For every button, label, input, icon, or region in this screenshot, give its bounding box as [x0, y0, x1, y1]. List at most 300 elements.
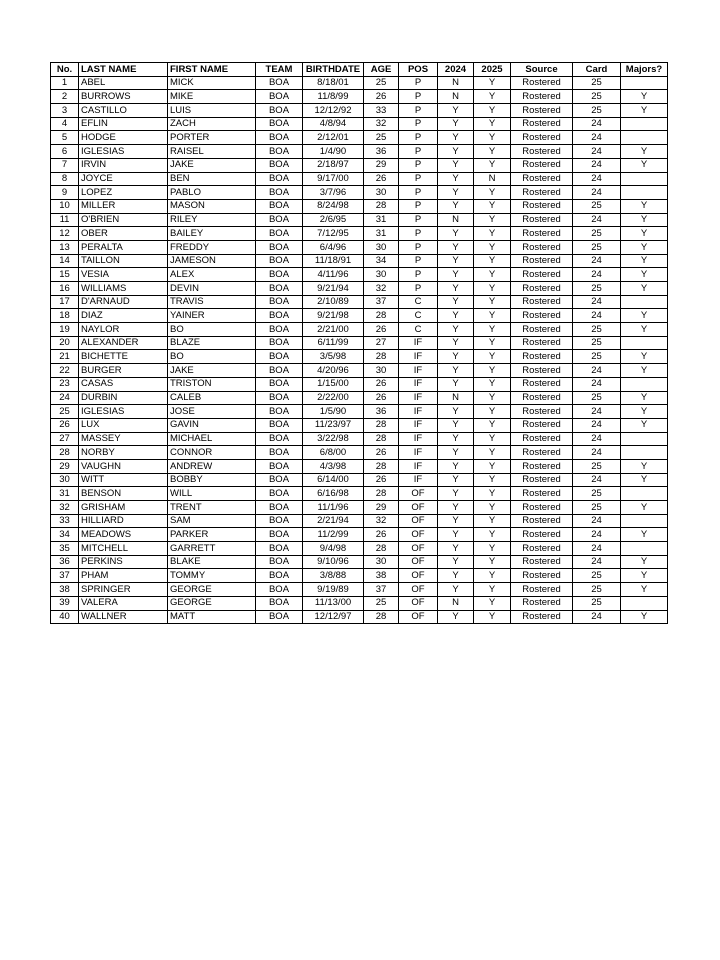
table-row [51, 432, 668, 446]
cell-no: 12 [51, 227, 79, 241]
cell-2025: Y [474, 569, 511, 583]
cell-last-name: MILLER [79, 199, 168, 213]
cell-card: 24 [573, 268, 621, 282]
cell-last-name: WITT [79, 473, 168, 487]
cell-pos: OF [399, 569, 438, 583]
table-row [51, 391, 668, 405]
cell-majors [621, 432, 668, 446]
cell-source: Rostered [511, 213, 573, 227]
cell-pos: P [399, 90, 438, 104]
cell-2024: Y [438, 254, 474, 268]
cell-2024: Y [438, 295, 474, 309]
cell-first-name: GARRETT [168, 542, 256, 556]
cell-majors [621, 117, 668, 131]
cell-majors: Y [621, 90, 668, 104]
cell-team: BOA [256, 391, 303, 405]
cell-2024: Y [438, 131, 474, 145]
cell-2024: Y [438, 514, 474, 528]
cell-source: Rostered [511, 446, 573, 460]
cell-majors: Y [621, 459, 668, 473]
cell-last-name: BURGER [79, 364, 168, 378]
cell-no: 11 [51, 213, 79, 227]
cell-pos: OF [399, 528, 438, 542]
cell-pos: IF [399, 405, 438, 419]
table-row [51, 186, 668, 200]
cell-no: 23 [51, 377, 79, 391]
cell-no: 17 [51, 295, 79, 309]
cell-pos: IF [399, 364, 438, 378]
table-row [51, 596, 668, 610]
column-header-last-name: LAST NAME [79, 63, 168, 77]
cell-age: 29 [364, 501, 399, 515]
cell-first-name: PARKER [168, 528, 256, 542]
cell-card: 24 [573, 432, 621, 446]
cell-2025: Y [474, 90, 511, 104]
cell-birthdate: 9/19/89 [303, 583, 364, 597]
cell-source: Rostered [511, 309, 573, 323]
cell-source: Rostered [511, 583, 573, 597]
cell-source: Rostered [511, 364, 573, 378]
cell-majors: Y [621, 501, 668, 515]
cell-majors: Y [621, 254, 668, 268]
cell-no: 24 [51, 391, 79, 405]
cell-no: 39 [51, 596, 79, 610]
cell-last-name: ABEL [79, 76, 168, 90]
table-row [51, 569, 668, 583]
table-row [51, 446, 668, 460]
cell-age: 25 [364, 76, 399, 90]
cell-age: 26 [364, 323, 399, 337]
cell-2024: Y [438, 364, 474, 378]
cell-2025: Y [474, 104, 511, 118]
cell-last-name: OBER [79, 227, 168, 241]
cell-pos: OF [399, 596, 438, 610]
cell-2025: Y [474, 76, 511, 90]
cell-first-name: JAKE [168, 158, 256, 172]
cell-card: 24 [573, 117, 621, 131]
cell-last-name: EFLIN [79, 117, 168, 131]
cell-no: 7 [51, 158, 79, 172]
cell-last-name: NORBY [79, 446, 168, 460]
cell-source: Rostered [511, 555, 573, 569]
cell-pos: OF [399, 487, 438, 501]
cell-2025: Y [474, 418, 511, 432]
cell-majors: Y [621, 309, 668, 323]
cell-birthdate: 11/8/99 [303, 90, 364, 104]
column-header-2025: 2025 [474, 63, 511, 77]
cell-pos: P [399, 199, 438, 213]
cell-first-name: LUIS [168, 104, 256, 118]
cell-source: Rostered [511, 282, 573, 296]
cell-birthdate: 11/1/96 [303, 501, 364, 515]
cell-2024: Y [438, 268, 474, 282]
table-row [51, 323, 668, 337]
cell-no: 2 [51, 90, 79, 104]
cell-2024: Y [438, 555, 474, 569]
cell-first-name: GAVIN [168, 418, 256, 432]
table-row [51, 350, 668, 364]
cell-no: 34 [51, 528, 79, 542]
cell-no: 36 [51, 555, 79, 569]
cell-age: 34 [364, 254, 399, 268]
cell-team: BOA [256, 76, 303, 90]
cell-source: Rostered [511, 501, 573, 515]
table-row [51, 555, 668, 569]
cell-no: 20 [51, 336, 79, 350]
cell-source: Rostered [511, 610, 573, 624]
cell-card: 25 [573, 350, 621, 364]
cell-majors: Y [621, 104, 668, 118]
cell-birthdate: 1/4/90 [303, 145, 364, 159]
table-row [51, 158, 668, 172]
cell-no: 29 [51, 459, 79, 473]
cell-2024: Y [438, 199, 474, 213]
cell-2025: Y [474, 459, 511, 473]
cell-age: 26 [364, 377, 399, 391]
cell-2025: Y [474, 555, 511, 569]
cell-first-name: MIKE [168, 90, 256, 104]
table-row [51, 487, 668, 501]
cell-age: 28 [364, 487, 399, 501]
cell-last-name: CASTILLO [79, 104, 168, 118]
cell-first-name: JAKE [168, 364, 256, 378]
cell-2025: Y [474, 446, 511, 460]
cell-majors: Y [621, 145, 668, 159]
cell-2024: N [438, 90, 474, 104]
cell-2024: N [438, 596, 474, 610]
cell-source: Rostered [511, 172, 573, 186]
cell-birthdate: 12/12/92 [303, 104, 364, 118]
cell-no: 33 [51, 514, 79, 528]
table-row [51, 199, 668, 213]
cell-birthdate: 9/10/96 [303, 555, 364, 569]
cell-team: BOA [256, 459, 303, 473]
cell-majors: Y [621, 405, 668, 419]
cell-2025: Y [474, 377, 511, 391]
cell-pos: IF [399, 350, 438, 364]
cell-team: BOA [256, 199, 303, 213]
cell-no: 31 [51, 487, 79, 501]
cell-card: 24 [573, 131, 621, 145]
cell-age: 29 [364, 158, 399, 172]
cell-2025: Y [474, 186, 511, 200]
cell-age: 32 [364, 117, 399, 131]
cell-2024: Y [438, 240, 474, 254]
cell-2024: Y [438, 501, 474, 515]
cell-age: 28 [364, 418, 399, 432]
cell-no: 38 [51, 583, 79, 597]
cell-2024: N [438, 76, 474, 90]
cell-first-name: MATT [168, 610, 256, 624]
cell-team: BOA [256, 583, 303, 597]
cell-last-name: D'ARNAUD [79, 295, 168, 309]
cell-age: 30 [364, 268, 399, 282]
cell-birthdate: 6/11/99 [303, 336, 364, 350]
cell-age: 31 [364, 227, 399, 241]
cell-2025: Y [474, 596, 511, 610]
cell-2024: Y [438, 336, 474, 350]
cell-2024: Y [438, 158, 474, 172]
cell-birthdate: 8/24/98 [303, 199, 364, 213]
cell-2025: Y [474, 364, 511, 378]
cell-age: 30 [364, 555, 399, 569]
cell-team: BOA [256, 555, 303, 569]
cell-majors: Y [621, 199, 668, 213]
cell-last-name: O'BRIEN [79, 213, 168, 227]
cell-card: 24 [573, 254, 621, 268]
table-row [51, 610, 668, 624]
cell-birthdate: 3/7/96 [303, 186, 364, 200]
column-header-majors: Majors? [621, 63, 668, 77]
cell-pos: IF [399, 459, 438, 473]
cell-team: BOA [256, 364, 303, 378]
cell-birthdate: 9/21/98 [303, 309, 364, 323]
cell-last-name: HILLIARD [79, 514, 168, 528]
cell-pos: OF [399, 501, 438, 515]
cell-source: Rostered [511, 323, 573, 337]
cell-birthdate: 2/6/95 [303, 213, 364, 227]
cell-2025: Y [474, 514, 511, 528]
cell-2025: Y [474, 528, 511, 542]
cell-team: BOA [256, 117, 303, 131]
column-header-age: AGE [364, 63, 399, 77]
cell-team: BOA [256, 350, 303, 364]
cell-age: 26 [364, 391, 399, 405]
cell-team: BOA [256, 377, 303, 391]
cell-last-name: CASAS [79, 377, 168, 391]
cell-2024: Y [438, 610, 474, 624]
cell-team: BOA [256, 213, 303, 227]
cell-age: 28 [364, 610, 399, 624]
cell-first-name: BO [168, 323, 256, 337]
cell-pos: OF [399, 610, 438, 624]
cell-birthdate: 4/11/96 [303, 268, 364, 282]
cell-2024: Y [438, 323, 474, 337]
cell-source: Rostered [511, 117, 573, 131]
cell-age: 33 [364, 104, 399, 118]
cell-age: 26 [364, 90, 399, 104]
cell-pos: P [399, 131, 438, 145]
cell-no: 16 [51, 282, 79, 296]
table-row [51, 309, 668, 323]
cell-card: 24 [573, 446, 621, 460]
cell-2025: Y [474, 323, 511, 337]
cell-age: 38 [364, 569, 399, 583]
cell-pos: OF [399, 555, 438, 569]
cell-birthdate: 11/18/91 [303, 254, 364, 268]
cell-first-name: BOBBY [168, 473, 256, 487]
cell-last-name: DURBIN [79, 391, 168, 405]
cell-last-name: WILLIAMS [79, 282, 168, 296]
cell-birthdate: 1/15/00 [303, 377, 364, 391]
cell-age: 26 [364, 528, 399, 542]
cell-last-name: MASSEY [79, 432, 168, 446]
cell-2025: Y [474, 254, 511, 268]
cell-no: 37 [51, 569, 79, 583]
cell-first-name: DEVIN [168, 282, 256, 296]
cell-birthdate: 2/21/94 [303, 514, 364, 528]
table-row [51, 254, 668, 268]
cell-2024: Y [438, 145, 474, 159]
cell-team: BOA [256, 158, 303, 172]
cell-first-name: TRAVIS [168, 295, 256, 309]
cell-majors: Y [621, 350, 668, 364]
cell-no: 13 [51, 240, 79, 254]
cell-pos: P [399, 240, 438, 254]
cell-first-name: JAMESON [168, 254, 256, 268]
cell-majors: Y [621, 555, 668, 569]
cell-majors: Y [621, 610, 668, 624]
cell-age: 37 [364, 583, 399, 597]
cell-2024: Y [438, 405, 474, 419]
cell-birthdate: 12/12/97 [303, 610, 364, 624]
column-header-source: Source [511, 63, 573, 77]
table-row [51, 528, 668, 542]
cell-pos: OF [399, 583, 438, 597]
cell-team: BOA [256, 528, 303, 542]
cell-card: 25 [573, 199, 621, 213]
cell-age: 26 [364, 473, 399, 487]
cell-pos: P [399, 76, 438, 90]
cell-2024: Y [438, 350, 474, 364]
cell-majors: Y [621, 528, 668, 542]
table-row [51, 145, 668, 159]
cell-last-name: PERALTA [79, 240, 168, 254]
cell-birthdate: 11/23/97 [303, 418, 364, 432]
cell-card: 24 [573, 405, 621, 419]
cell-2025: Y [474, 610, 511, 624]
column-header-pos: POS [399, 63, 438, 77]
cell-last-name: GRISHAM [79, 501, 168, 515]
cell-birthdate: 2/12/01 [303, 131, 364, 145]
cell-2025: Y [474, 282, 511, 296]
cell-pos: C [399, 309, 438, 323]
cell-team: BOA [256, 487, 303, 501]
cell-2024: Y [438, 569, 474, 583]
cell-first-name: BO [168, 350, 256, 364]
cell-last-name: LOPEZ [79, 186, 168, 200]
cell-source: Rostered [511, 473, 573, 487]
cell-pos: P [399, 186, 438, 200]
cell-last-name: VALERA [79, 596, 168, 610]
cell-pos: OF [399, 542, 438, 556]
cell-majors: Y [621, 364, 668, 378]
cell-no: 8 [51, 172, 79, 186]
cell-no: 30 [51, 473, 79, 487]
table-row [51, 418, 668, 432]
cell-last-name: MITCHELL [79, 542, 168, 556]
cell-first-name: GEORGE [168, 596, 256, 610]
cell-card: 25 [573, 104, 621, 118]
cell-2024: Y [438, 227, 474, 241]
cell-last-name: IGLESIAS [79, 405, 168, 419]
cell-card: 24 [573, 364, 621, 378]
cell-no: 9 [51, 186, 79, 200]
cell-2025: Y [474, 213, 511, 227]
cell-first-name: MICHAEL [168, 432, 256, 446]
cell-source: Rostered [511, 268, 573, 282]
cell-majors: Y [621, 583, 668, 597]
cell-card: 25 [573, 583, 621, 597]
cell-team: BOA [256, 295, 303, 309]
cell-2024: Y [438, 172, 474, 186]
cell-team: BOA [256, 131, 303, 145]
cell-majors [621, 487, 668, 501]
cell-source: Rostered [511, 542, 573, 556]
cell-team: BOA [256, 501, 303, 515]
cell-birthdate: 2/10/89 [303, 295, 364, 309]
cell-majors: Y [621, 268, 668, 282]
cell-age: 32 [364, 282, 399, 296]
cell-card: 25 [573, 240, 621, 254]
table-row [51, 104, 668, 118]
cell-majors [621, 446, 668, 460]
cell-team: BOA [256, 569, 303, 583]
cell-pos: IF [399, 473, 438, 487]
cell-card: 25 [573, 336, 621, 350]
cell-age: 28 [364, 350, 399, 364]
table-row [51, 542, 668, 556]
cell-2025: Y [474, 350, 511, 364]
cell-majors [621, 295, 668, 309]
header-row [51, 63, 668, 77]
cell-no: 1 [51, 76, 79, 90]
cell-card: 24 [573, 514, 621, 528]
cell-first-name: TRISTON [168, 377, 256, 391]
table-row [51, 240, 668, 254]
cell-pos: IF [399, 391, 438, 405]
cell-no: 28 [51, 446, 79, 460]
cell-age: 25 [364, 131, 399, 145]
cell-birthdate: 4/3/98 [303, 459, 364, 473]
cell-first-name: RAISEL [168, 145, 256, 159]
table-row [51, 459, 668, 473]
cell-2025: Y [474, 309, 511, 323]
cell-card: 24 [573, 610, 621, 624]
cell-source: Rostered [511, 336, 573, 350]
cell-no: 27 [51, 432, 79, 446]
cell-pos: IF [399, 336, 438, 350]
cell-2024: Y [438, 459, 474, 473]
cell-first-name: MICK [168, 76, 256, 90]
cell-last-name: TAILLON [79, 254, 168, 268]
cell-2025: Y [474, 158, 511, 172]
cell-source: Rostered [511, 227, 573, 241]
cell-majors: Y [621, 240, 668, 254]
cell-2025: Y [474, 227, 511, 241]
cell-team: BOA [256, 282, 303, 296]
cell-birthdate: 6/8/00 [303, 446, 364, 460]
cell-age: 25 [364, 596, 399, 610]
table-row [51, 268, 668, 282]
cell-no: 32 [51, 501, 79, 515]
cell-first-name: YAINER [168, 309, 256, 323]
cell-no: 40 [51, 610, 79, 624]
cell-last-name: VAUGHN [79, 459, 168, 473]
table-row [51, 295, 668, 309]
cell-2024: Y [438, 473, 474, 487]
cell-pos: P [399, 158, 438, 172]
cell-card: 25 [573, 487, 621, 501]
cell-team: BOA [256, 309, 303, 323]
table-row [51, 336, 668, 350]
cell-first-name: SAM [168, 514, 256, 528]
cell-2025: Y [474, 268, 511, 282]
cell-team: BOA [256, 542, 303, 556]
cell-team: BOA [256, 172, 303, 186]
cell-team: BOA [256, 610, 303, 624]
cell-birthdate: 1/5/90 [303, 405, 364, 419]
